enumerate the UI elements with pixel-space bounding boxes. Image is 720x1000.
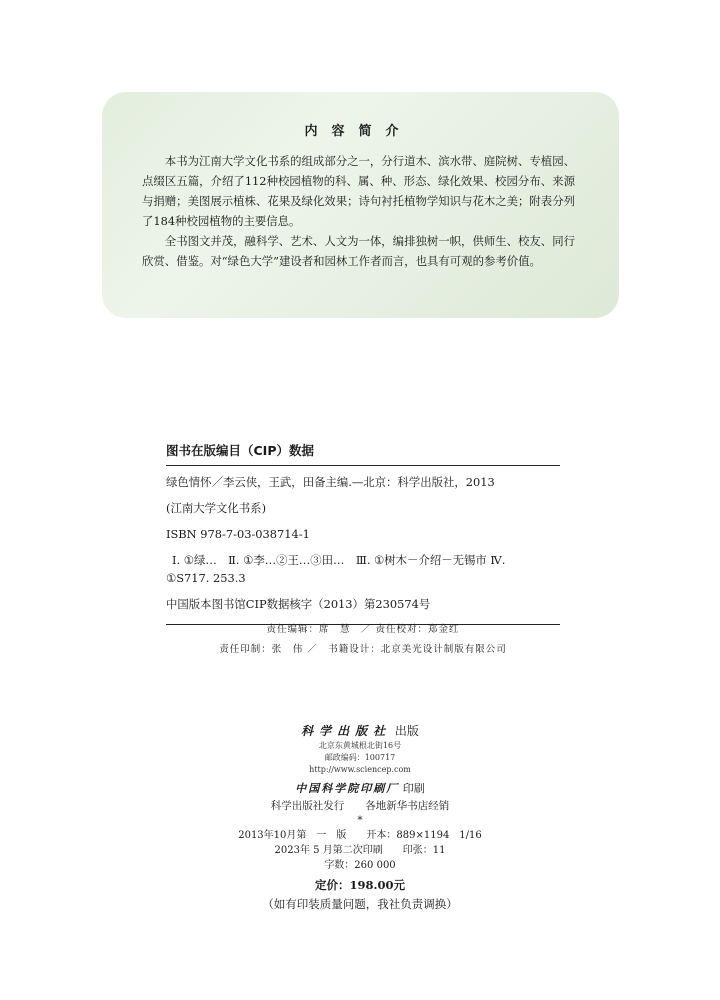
cip-classification-2: ①S717. 253.3 — [166, 571, 246, 585]
publisher-address: 北京东黄城根北街16号 — [318, 741, 402, 750]
publisher-suffix: 出版 — [394, 724, 419, 738]
printer-line — [160, 780, 560, 798]
cip-block — [166, 441, 560, 625]
printer-name: 中国科学院印刷厂 — [295, 782, 400, 795]
printing-row: 2023年 5 月第二次印刷 印张：11 — [274, 845, 446, 856]
wordcount-row: 字数：260 000 — [324, 860, 396, 871]
summary-paragraph-1: 本书为江南大学文化书系的组成部分之一，分行道木、滨水带、庭院树、专植园、点缀区五篇，介绍了112种校园植物的科、属、种、形态、绿化效果、校园分布、来源与捐赠；美图展示植株、花果及绿化效果；诗句衬托植物学知识与花木之美；附表分列了184种校园植物的主要信息。 — [142, 154, 575, 228]
cip-isbn: ISBN 978-7-03-038714-1 — [166, 527, 310, 541]
editors-line-1: 责任编辑：席 慧 ／ 责任校对：郑金红 — [266, 624, 460, 635]
editors-line-2: 责任印制：张 伟 ／ 书籍设计：北京美光设计制版有限公司 — [219, 644, 507, 655]
separator-star: * — [357, 815, 363, 826]
edition-row: 2013年10月第 一 版 开本：889×1194 1/16 — [238, 830, 482, 841]
printer-suffix: 印刷 — [402, 782, 425, 795]
summary-title: 内容简介 — [304, 124, 413, 139]
publisher-name: 科学出版社 — [301, 724, 392, 738]
publisher-website: http://www.sciencep.com — [309, 765, 411, 774]
cip-series-line: (江南大学文化书系) — [166, 501, 267, 515]
publisher-block — [160, 722, 560, 913]
publisher-line — [160, 722, 560, 740]
cip-verification: 中国版本图书馆CIP数据核字（2013）第230574号 — [166, 597, 431, 611]
quality-note: （如有印装质量问题，我社负责调换） — [262, 897, 458, 911]
cip-bibliographic-line: 绿色情怀／李云侠，王武，田备主编.—北京：科学出版社，2013 — [166, 475, 495, 489]
cip-title: 图书在版编目（CIP）数据 — [166, 441, 560, 466]
distribution-line: 科学出版社发行 各地新华书店经销 — [270, 800, 450, 812]
summary-box — [102, 92, 619, 318]
summary-paragraph-2: 全书图文并茂，融科学、艺术、人文为一体，编排独树一帜，供师生、校友、同行欣赏、借鉴。对“绿色大学”建设者和园林工作者而言，也具有可观的参考价值。 — [142, 234, 575, 268]
cip-classification-1: Ⅰ. ①绿… Ⅱ. ①李…②王…③田… Ⅲ. ①树木－介绍－无锡市 Ⅳ. — [172, 553, 506, 567]
publisher-postcode: 邮政编码：100717 — [324, 753, 396, 762]
editors-block — [166, 620, 560, 660]
price: 定价：198.00元 — [314, 878, 405, 892]
